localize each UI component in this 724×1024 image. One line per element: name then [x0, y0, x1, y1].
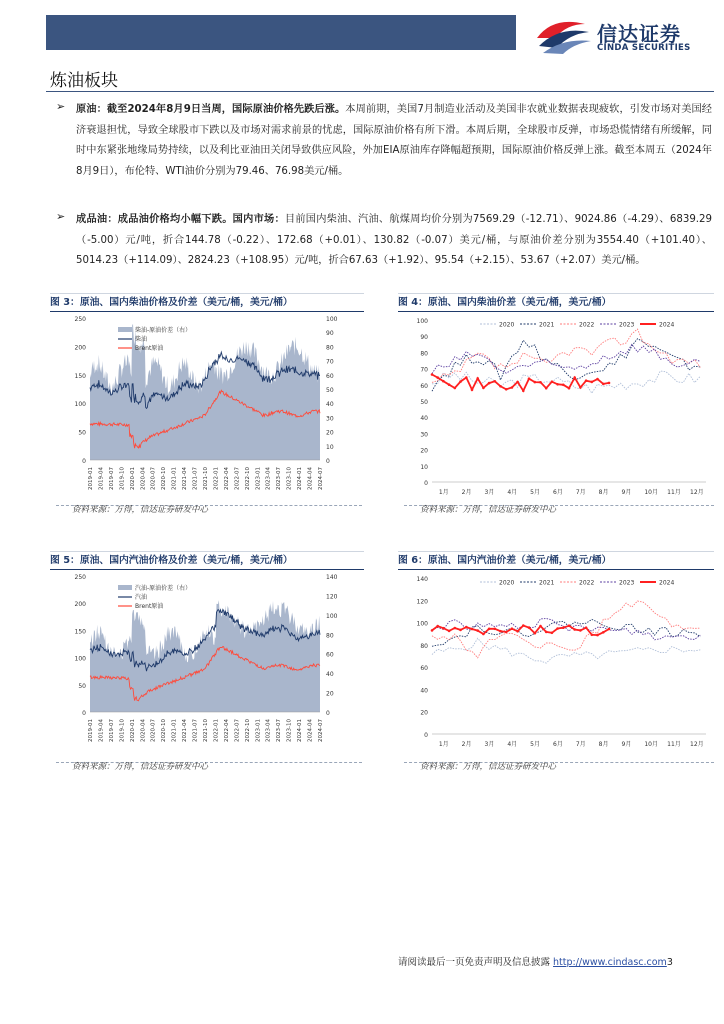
- y-tick-label: 0: [424, 480, 428, 487]
- y-tick-label-right: 50: [326, 387, 334, 394]
- series-point-2024: [579, 386, 582, 389]
- series-point-2024: [551, 632, 554, 635]
- cinda-logo: [533, 16, 713, 58]
- series-point-2024: [608, 628, 611, 631]
- series-point-2024: [505, 631, 508, 634]
- legend-label: 2022: [579, 579, 595, 587]
- series-point-2024: [476, 377, 479, 380]
- series-point-2024: [494, 628, 497, 631]
- x-tick-label: 2019-04: [98, 467, 105, 490]
- x-tick-label: 6月: [553, 741, 563, 748]
- series-point-2024: [488, 382, 491, 385]
- y-tick-label: 20: [420, 447, 428, 455]
- x-tick-label: 3月: [484, 741, 495, 748]
- y-tick-label-left: 50: [78, 682, 86, 690]
- x-tick-label: 2023-07: [276, 719, 283, 742]
- series-point-2024: [459, 380, 462, 383]
- x-tick-label: 2020-10: [161, 719, 168, 742]
- series-point-2024: [596, 634, 599, 637]
- y-tick-label: 140: [416, 576, 428, 583]
- x-tick-label: 2024-01: [297, 719, 304, 742]
- y-tick-label: 40: [420, 415, 428, 423]
- product-body: 目前国内柴油、汽油、航煤周均价分别为7569.29（-12.71）、9024.86（-4.29）、6839.29（-5.00）元/吨，折合144.78（-0.22）、172.68（+0.01）、130.82（-0.07）美元/桶，与原油价差分别为3554.40（+101.40）、5014.23（+114.09）、2824.23（+108.95）元/吨，折合67.63（+1.92）、95.54（+2.15）、53.67（+2.07）美元/桶。: [76, 214, 712, 266]
- series-point-2024: [436, 625, 439, 628]
- x-tick-label: 2024-04: [307, 719, 314, 742]
- series-point-2024: [454, 387, 457, 390]
- x-tick-label: 8月: [598, 489, 609, 496]
- y-tick-label-right: 100: [326, 612, 338, 620]
- series-point-2024: [608, 382, 611, 385]
- legend-label: Brent原油: [135, 603, 164, 610]
- series-point-2024: [505, 388, 508, 391]
- series-point-2024: [442, 380, 445, 383]
- legend-label: Brent原油: [135, 345, 164, 352]
- x-tick-label: 2019-07: [108, 719, 115, 742]
- y-tick-label-right: 60: [326, 372, 334, 380]
- x-tick-label: 2023-01: [255, 467, 262, 490]
- series-point-2024: [471, 388, 474, 391]
- y-tick-label-right: 10: [326, 443, 334, 451]
- series-point-2024: [465, 376, 468, 379]
- legend-label: 柴油-原油价差（右）: [135, 327, 192, 334]
- y-tick-label-left: 250: [74, 316, 86, 323]
- series-point-2024: [431, 373, 434, 376]
- x-tick-label: 8月: [598, 741, 609, 748]
- series-point-2024: [545, 387, 548, 390]
- x-tick-label: 2022-07: [234, 719, 241, 742]
- x-tick-label: 2023-10: [286, 467, 293, 490]
- figure-6-chart: [410, 570, 714, 752]
- series-point-2024: [534, 632, 537, 635]
- y-tick-label-left: 100: [74, 655, 86, 663]
- legend-label: 2023: [619, 579, 635, 587]
- series-point-2024: [545, 631, 548, 634]
- x-tick-label: 2022-04: [223, 719, 230, 742]
- y-tick-label: 40: [420, 687, 428, 695]
- y-tick-label-right: 80: [326, 344, 334, 352]
- series-point-2024: [454, 627, 457, 630]
- legend-label: 2021: [539, 321, 555, 329]
- series-point-2024: [448, 630, 451, 633]
- series-point-2024: [562, 384, 565, 387]
- y-tick-label: 120: [416, 598, 428, 606]
- x-tick-label: 4月: [507, 489, 518, 496]
- series-point-2024: [562, 626, 565, 629]
- series-point-2024: [459, 629, 462, 632]
- series-point-2024: [528, 626, 531, 629]
- x-tick-label: 6月: [553, 489, 563, 496]
- x-tick-label: 11月: [667, 741, 681, 748]
- crude-body: 本周前期，美国7月制造业活动及美国非农就业数据表现疲软，引发市场对美国经济衰退担忧，导致全球股市下跌以及市场对需求前景的忧虑，国际原油价格有所下滑。本周后期，全球股市反弹，市场恐慌情绪有所缓解，同时中东紧张地缘局势持续，以及利比亚油田关闭导致供应风险，外加EIA原油库存降幅超预期，国际原油价格反弹上涨。截至本周五（2024年8月9日），布伦特、WTI油价分别为79.46、76.98美元/桶。: [76, 104, 712, 177]
- y-tick-label-left: 250: [74, 574, 86, 581]
- x-tick-label: 2019-07: [108, 467, 115, 490]
- y-tick-label: 60: [420, 382, 428, 390]
- series-point-2024: [528, 377, 531, 380]
- series-point-2024: [556, 383, 559, 386]
- series-point-2024: [511, 386, 514, 389]
- y-tick-label-right: 0: [326, 710, 330, 717]
- y-tick-label-right: 40: [326, 401, 334, 409]
- y-tick-label: 60: [420, 665, 428, 673]
- figure-4-source: 资料来源：万得，信达证券研发中心: [420, 505, 557, 515]
- x-tick-label: 9月: [621, 741, 632, 748]
- series-point-2024: [499, 630, 502, 633]
- x-tick-label: 2022-01: [213, 467, 220, 490]
- x-tick-label: 2021-04: [182, 719, 189, 742]
- section-title: 炼油板块: [50, 71, 118, 91]
- x-tick-label: 2020-04: [140, 467, 147, 490]
- logo-text-en: CINDA SECURITIES: [597, 43, 691, 53]
- y-tick-label-right: 30: [326, 415, 334, 423]
- y-tick-label-left: 150: [74, 372, 86, 380]
- x-tick-label: 3月: [484, 489, 495, 496]
- logo-text-cn: 信达证券: [597, 22, 681, 46]
- section-divider: [46, 91, 714, 92]
- series-line-2023: [432, 344, 700, 373]
- y-tick-label: 80: [420, 642, 428, 650]
- x-tick-label: 2023-10: [286, 719, 293, 742]
- x-tick-label: 1月: [438, 489, 449, 496]
- x-tick-label: 4月: [507, 741, 518, 748]
- x-tick-label: 2022-04: [223, 467, 230, 490]
- series-point-2024: [476, 629, 479, 632]
- x-tick-label: 2020-04: [140, 719, 147, 742]
- series-point-2024: [602, 631, 605, 634]
- y-tick-label-right: 90: [326, 330, 334, 338]
- legend-label: 2024: [659, 321, 675, 329]
- y-tick-label: 100: [416, 620, 428, 628]
- y-tick-label: 50: [420, 399, 428, 406]
- x-tick-label: 11月: [667, 489, 681, 496]
- figure-5-chart: [60, 570, 360, 752]
- y-tick-label-right: 20: [326, 690, 334, 698]
- series-point-2024: [568, 387, 571, 390]
- series-point-2024: [494, 380, 497, 383]
- y-tick-label-right: 40: [326, 671, 334, 679]
- x-tick-label: 2023-04: [265, 719, 272, 742]
- legend-label: 柴油: [135, 336, 148, 343]
- series-line-2020: [432, 638, 700, 663]
- y-tick-label: 20: [420, 709, 428, 717]
- x-tick-label: 2020-10: [161, 467, 168, 490]
- legend-label: 2021: [539, 579, 555, 587]
- y-tick-label-right: 120: [326, 593, 338, 601]
- y-tick-label-left: 50: [78, 429, 86, 437]
- y-tick-label: 80: [420, 350, 428, 358]
- series-line-2021: [432, 619, 700, 646]
- series-point-2024: [534, 381, 537, 384]
- x-tick-label: 2021-01: [171, 719, 178, 742]
- x-tick-label: 2021-07: [192, 467, 199, 490]
- x-tick-label: 2024-04: [307, 467, 314, 490]
- y-tick-label: 70: [420, 366, 428, 374]
- series-point-2024: [539, 381, 542, 384]
- page-footer: [398, 954, 673, 968]
- legend-label: 汽油-原油价差（右）: [135, 585, 192, 592]
- legend-label: 2020: [499, 579, 515, 587]
- product-paragraph: [76, 210, 712, 272]
- x-tick-label: 5月: [530, 741, 541, 748]
- y-tick-label-left: 0: [82, 458, 86, 465]
- figure-4-title: 图 4：原油、国内柴油价差（美元/桶，美元/桶）: [398, 295, 714, 311]
- y-tick-label-left: 100: [74, 401, 86, 409]
- x-tick-label: 2021-04: [182, 467, 189, 490]
- y-tick-label-right: 60: [326, 651, 334, 659]
- figure-6-title: 图 6：原油、国内汽油价差（美元/桶，美元/桶）: [398, 553, 714, 569]
- figure-3-title: 图 3：原油、国内柴油价格及价差（美元/桶，美元/桶）: [50, 295, 364, 311]
- series-line-2021: [432, 339, 700, 392]
- y-tick-label-right: 140: [326, 574, 338, 581]
- y-tick-label-left: 150: [74, 628, 86, 636]
- figure-5-source: 资料来源：万得，信达证券研发中心: [72, 762, 209, 772]
- series-point-2024: [431, 629, 434, 632]
- header-bar: [46, 15, 516, 50]
- legend-label: 2023: [619, 321, 635, 329]
- series-point-2024: [488, 628, 491, 631]
- y-tick-label-left: 200: [74, 344, 86, 352]
- series-point-2024: [511, 627, 514, 630]
- x-tick-label: 2024-07: [318, 719, 324, 742]
- series-point-2024: [585, 379, 588, 382]
- figure-5-title: 图 5：原油、国内汽油价格及价差（美元/桶，美元/桶）: [50, 553, 364, 569]
- spread-area: [90, 324, 320, 460]
- x-tick-label: 2019-10: [119, 467, 126, 490]
- series-point-2024: [522, 390, 525, 393]
- legend-label: 2024: [659, 579, 675, 587]
- series-point-2024: [579, 629, 582, 632]
- y-tick-label-right: 80: [326, 632, 334, 640]
- x-tick-label: 12月: [690, 489, 704, 496]
- crude-lead: 原油：截至2024年8月9日当周，国际原油价格先跌后涨。: [76, 104, 346, 115]
- series-point-2024: [522, 624, 525, 627]
- series-point-2024: [573, 376, 576, 379]
- x-tick-label: 7月: [575, 489, 586, 496]
- series-point-2024: [602, 383, 605, 386]
- x-tick-label: 2月: [461, 489, 472, 496]
- y-tick-label-left: 200: [74, 601, 86, 609]
- legend-label: 2022: [579, 321, 595, 329]
- x-tick-label: 5月: [530, 489, 541, 496]
- x-tick-label: 2月: [461, 741, 472, 748]
- series-point-2024: [591, 381, 594, 384]
- cinda-logo-icon: [533, 16, 593, 56]
- series-point-2024: [573, 628, 576, 631]
- x-tick-label: 2022-10: [244, 719, 251, 742]
- x-tick-label: 2020-07: [150, 467, 157, 490]
- crude-paragraph: [76, 100, 712, 182]
- figure-3-source: 资料来源：万得，信达证券研发中心: [72, 505, 209, 515]
- figure-3-chart: [60, 312, 360, 500]
- y-tick-label: 0: [424, 732, 428, 739]
- x-tick-label: 2024-01: [297, 467, 304, 490]
- legend-swatch: [118, 327, 132, 332]
- x-tick-label: 2022-07: [234, 467, 241, 490]
- x-tick-label: 2021-01: [171, 467, 178, 490]
- series-point-2024: [499, 385, 502, 388]
- series-point-2024: [568, 624, 571, 627]
- figure-4-chart: [410, 312, 714, 500]
- y-tick-label: 30: [420, 431, 428, 439]
- series-point-2024: [585, 626, 588, 629]
- series-point-2024: [465, 626, 468, 629]
- y-tick-label: 100: [416, 318, 428, 325]
- x-tick-label: 10月: [644, 489, 658, 496]
- x-tick-label: 2023-01: [255, 719, 262, 742]
- x-tick-label: 2021-10: [203, 467, 209, 490]
- x-tick-label: 9月: [621, 489, 632, 496]
- x-tick-label: 2023-04: [265, 467, 272, 490]
- x-tick-label: 1月: [438, 741, 449, 748]
- y-tick-label-right: 20: [326, 429, 334, 437]
- x-tick-label: 10月: [644, 741, 658, 748]
- series-point-2024: [482, 633, 485, 636]
- x-tick-label: 2021-07: [192, 719, 199, 742]
- x-tick-label: 2019-01: [88, 467, 94, 490]
- x-tick-label: 2023-07: [276, 467, 283, 490]
- x-tick-label: 2022-10: [244, 467, 251, 490]
- y-tick-label: 10: [420, 463, 428, 471]
- x-tick-label: 2021-10: [203, 719, 209, 742]
- series-point-2024: [596, 378, 599, 381]
- series-point-2024: [556, 627, 559, 630]
- x-tick-label: 7月: [575, 741, 586, 748]
- series-point-2024: [471, 628, 474, 631]
- y-tick-label-right: 70: [326, 358, 334, 366]
- series-point-2024: [448, 383, 451, 386]
- x-tick-label: 2019-01: [88, 719, 94, 742]
- series-point-2024: [551, 380, 554, 383]
- series-point-2024: [442, 627, 445, 630]
- series-point-2024: [436, 376, 439, 379]
- product-lead: 成品油：成品油价格均小幅下跌。国内市场：: [76, 214, 285, 225]
- bullet-arrow-icon: ➢: [56, 100, 66, 113]
- y-tick-label-right: 100: [326, 316, 338, 323]
- x-tick-label: 12月: [690, 741, 704, 748]
- x-tick-label: 2020-07: [150, 719, 157, 742]
- x-tick-label: 2019-04: [98, 719, 105, 742]
- footer-website-link[interactable]: http://www.cindasc.com: [553, 957, 667, 968]
- x-tick-label: 2019-10: [119, 719, 126, 742]
- legend-swatch: [118, 585, 132, 590]
- legend-label: 2020: [499, 321, 515, 329]
- y-tick-label-right: 0: [326, 458, 330, 465]
- x-tick-label: 2020-01: [129, 467, 136, 490]
- legend-label: 汽油: [135, 594, 148, 601]
- series-point-2024: [591, 634, 594, 637]
- series-point-2024: [482, 387, 485, 390]
- series-point-2024: [539, 625, 542, 628]
- page-number: 3: [666, 957, 673, 968]
- bullet-arrow-icon: ➢: [56, 210, 66, 223]
- y-tick-label-left: 0: [82, 710, 86, 717]
- series-point-2024: [516, 381, 519, 384]
- footer-disclaimer: 请阅读最后一页免责声明及信息披露: [398, 957, 554, 968]
- spread-area: [90, 600, 320, 712]
- x-tick-label: 2020-01: [129, 719, 136, 742]
- x-tick-label: 2024-07: [318, 467, 324, 490]
- x-tick-label: 2022-01: [213, 719, 220, 742]
- series-point-2024: [516, 630, 519, 633]
- y-tick-label: 90: [420, 334, 428, 342]
- figure-6-source: 资料来源：万得，信达证券研发中心: [420, 762, 557, 772]
